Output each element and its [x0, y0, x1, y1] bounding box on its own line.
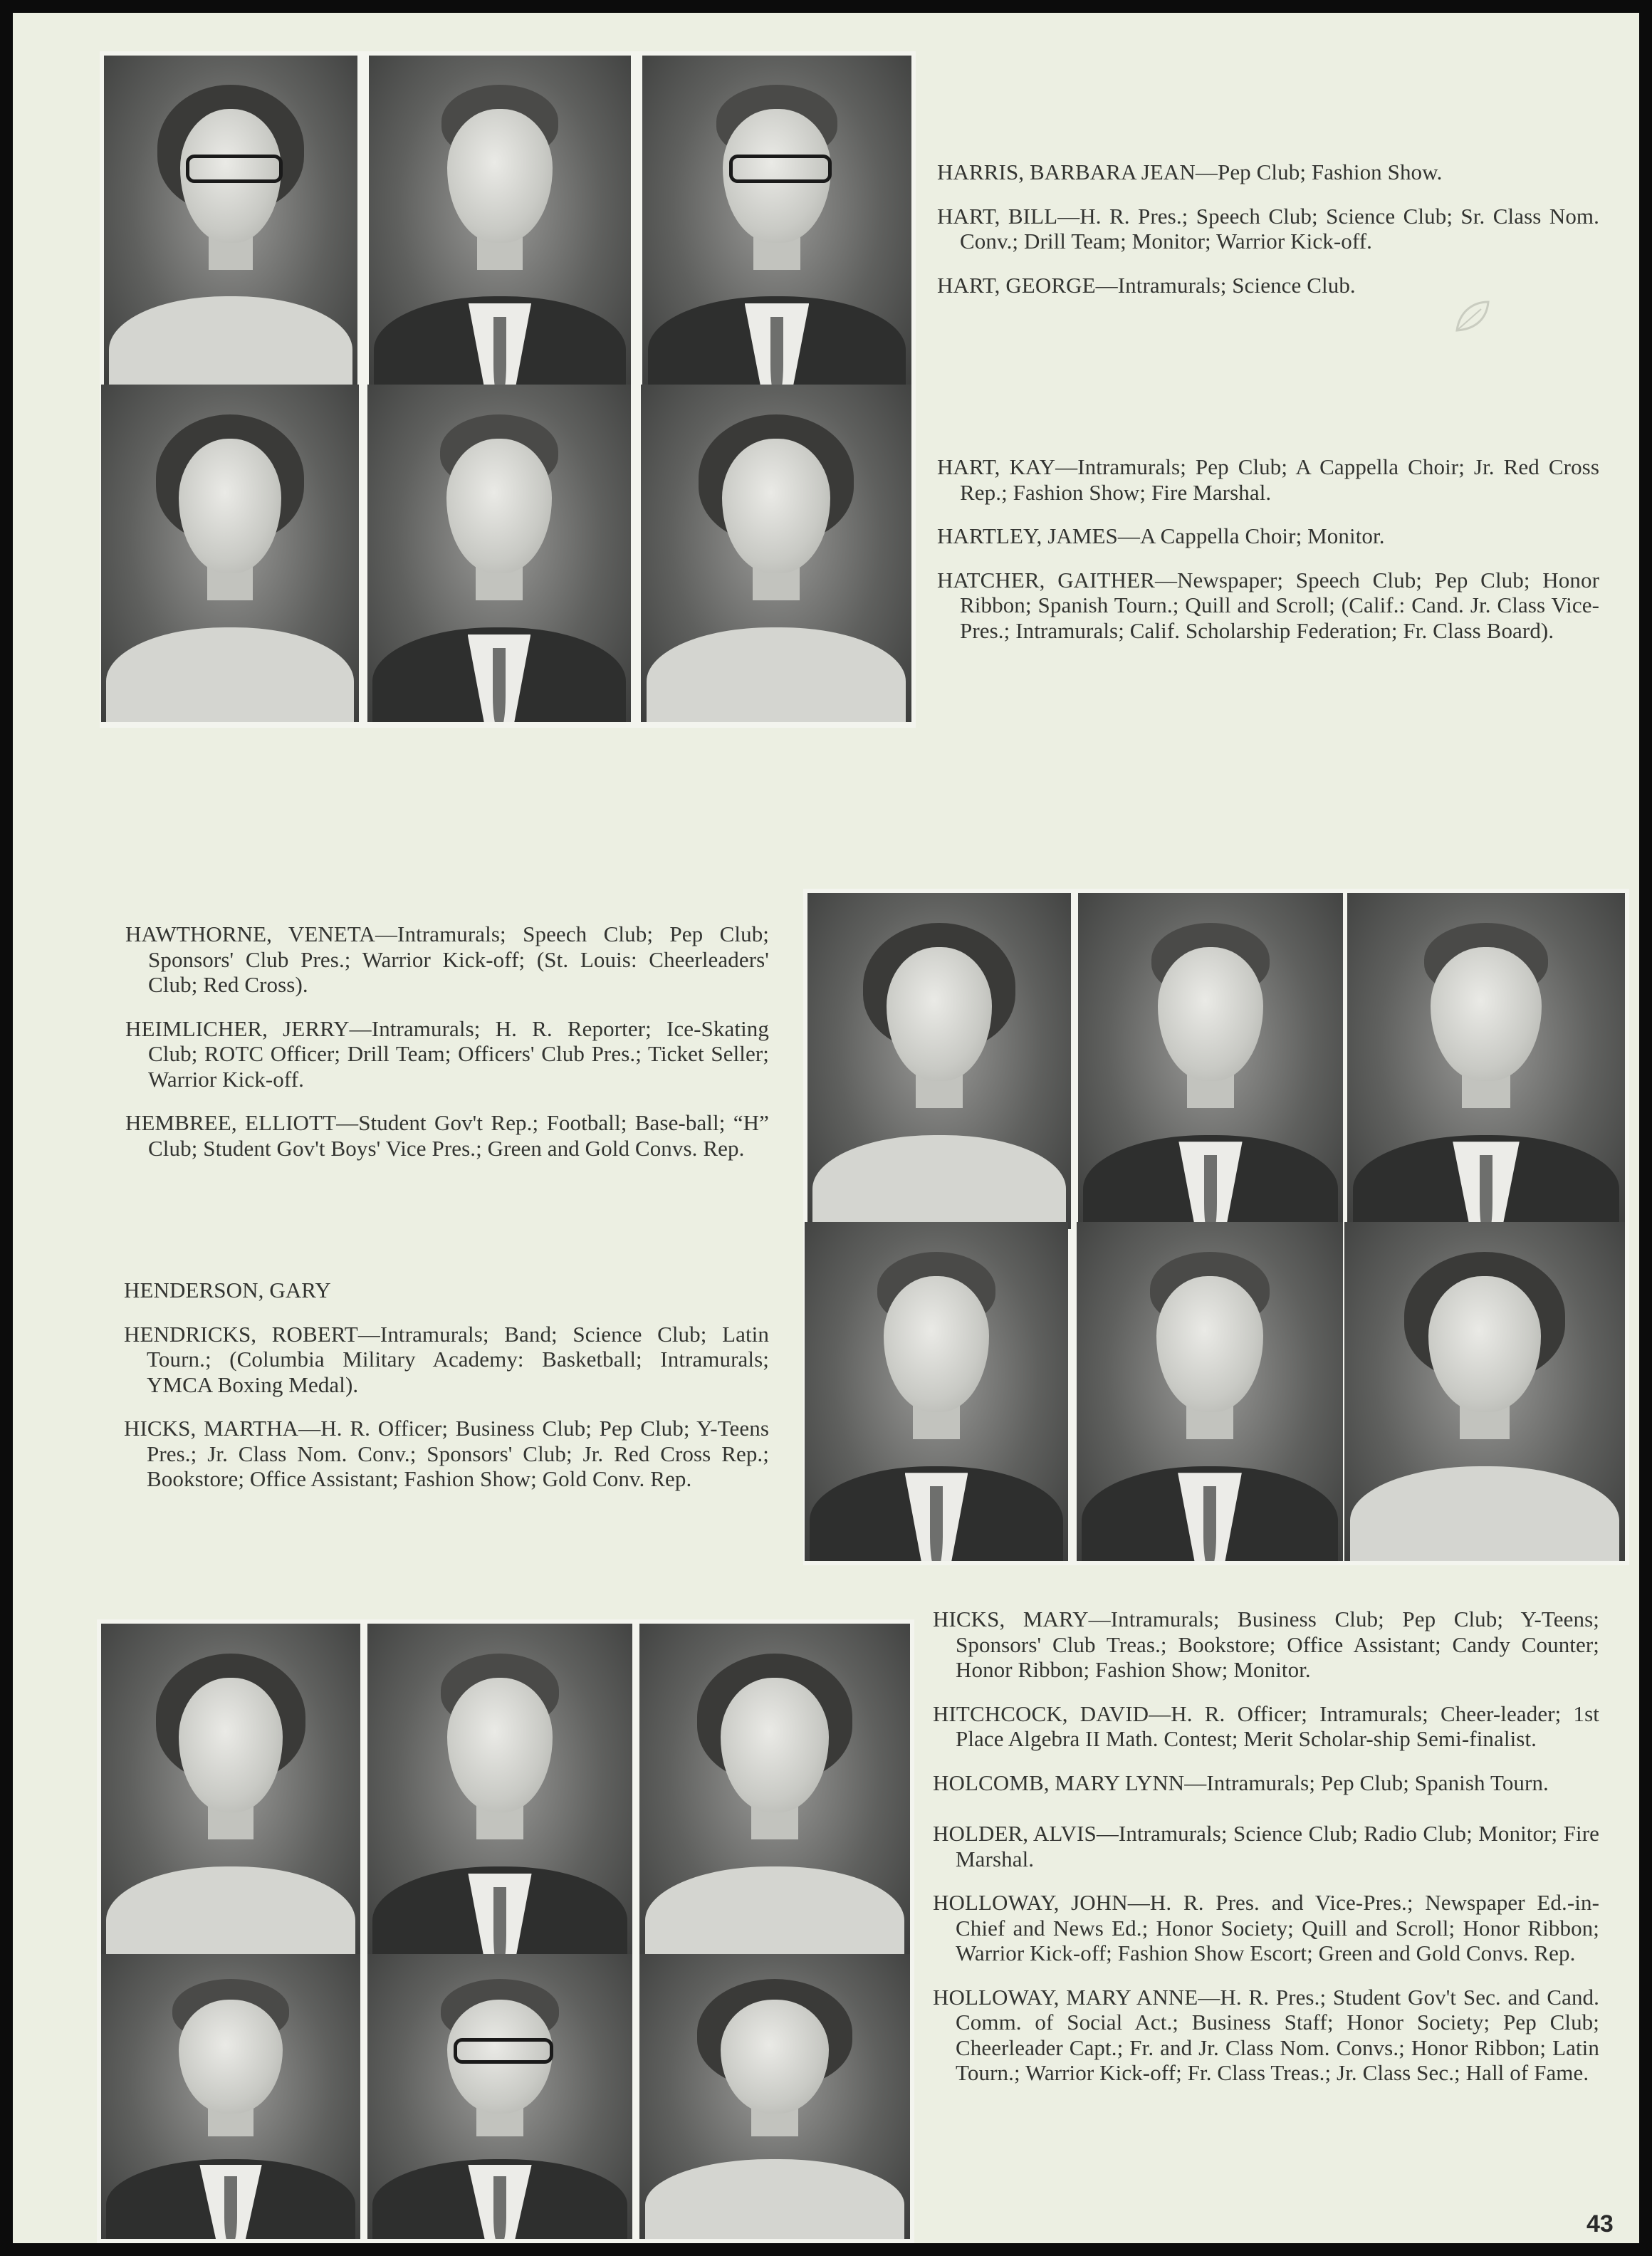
portrait-photo — [101, 1954, 360, 2239]
student-activities: Intramurals; Band; Science Club; Latin Tourn.; (Columbia Military Academy: Basketball; Intramurals; YMCA Boxing Medal). — [147, 1321, 769, 1397]
entry-hicks-martha: HICKS, MARTHA—H. R. Officer; Business Club; Pep Club; Y-Teens Pres.; Jr. Class Nom. Conv.; Sponsors' Club; Jr. Red Cross Rep.; Bookstore; Office Assistant; Fashion Show; Gold Conv. Rep. — [124, 1416, 769, 1491]
entry-hart-kay: HART, KAY—Intramurals; Pep Club; A Cappella Choir; Jr. Red Cross Rep.; Fashion Show; Fire Marshal. — [937, 454, 1599, 505]
yearbook-page — [13, 13, 1639, 2243]
student-name: HART, GEORGE — [937, 272, 1096, 298]
student-activities: H. R. Pres.; Student Gov't Sec. and Cand. Comm. of Social Act.; Business Staff; Honor Society; Pep Club; Cheerleader Capt.; Fr. and Jr. Class Nom. Convs.; Honor Ribbon; Latin Tourn.; Warrior Kick-off; Fr. Class Treas.; Jr. Class Sec.; Hall of Fame. — [956, 1984, 1600, 2085]
student-activities: H. R. Officer; Intramurals; Cheer-leader; 1st Place Algebra II Math. Contest; Merit Scholar-ship Semi-finalist. — [956, 1701, 1599, 1751]
student-activities: Intramurals; Science Club. — [1117, 272, 1356, 298]
student-activities: H. R. Pres.; Speech Club; Science Club; Sr. Class Nom. Conv.; Drill Team; Monitor; Warrior Kick-off. — [960, 203, 1599, 254]
page-number: 43 — [1586, 2210, 1614, 2237]
student-name: HITCHCOCK, DAVID — [933, 1701, 1149, 1726]
student-name: HOLDER, ALVIS — [933, 1821, 1097, 1846]
student-activities: Pep Club; Fashion Show. — [1217, 160, 1443, 184]
entries-section-1b — [937, 454, 1599, 643]
portrait-photo — [104, 56, 357, 390]
student-name: HARRIS, BARBARA JEAN — [937, 160, 1196, 184]
student-activities: Newspaper; Speech Club; Pep Club; Honor Ribbon; Spanish Tourn.; Quill and Scroll; (Calif.: Cand. Jr. Class Vice-Pres.; Intramurals; Calif. Scholarship Federation; Fr. Class Board). — [960, 567, 1599, 643]
portrait-photo — [1077, 1222, 1343, 1561]
student-name: HARTLEY, JAMES — [937, 523, 1118, 548]
portrait-photo — [1344, 1222, 1625, 1561]
entry-holloway-mary-anne: HOLLOWAY, MARY ANNE—H. R. Pres.; Student Gov't Sec. and Cand. Comm. of Social Act.; Business Staff; Honor Society; Pep Club; Cheerleader Capt.; Fr. and Jr. Class Nom. Convs.; Honor Ribbon; Latin Tourn.; Warrior Kick-off; Fr. Class Treas.; Jr. Class Sec.; Hall of Fame. — [933, 1984, 1600, 2085]
entries-section-2 — [125, 921, 769, 1161]
portrait-photo — [807, 893, 1071, 1229]
student-name: HOLLOWAY, JOHN — [933, 1890, 1128, 1915]
entry-hicks-mary: HICKS, MARY—Intramurals; Business Club; Pep Club; Y-Teens; Sponsors' Club Treas.; Bookstore; Office Assistant; Candy Counter; Honor Ribbon; Fashion Show; Monitor. — [933, 1607, 1599, 1682]
entries-section-2b — [124, 1278, 769, 1492]
entry-hart-george: HART, GEORGE—Intramurals; Science Club. — [937, 272, 1356, 298]
entry-holloway-john: HOLLOWAY, JOHN—H. R. Pres. and Vice-Pres.; Newspaper Ed.-in-Chief and News Ed.; Honor Society; Quill and Scroll; Honor Ribbon; Warrior Kick-off; Fashion Show Escort; Green and Gold Convs. Rep. — [933, 1890, 1599, 1965]
portrait-photo — [367, 385, 631, 722]
student-activities: A Cappella Choir; Monitor. — [1140, 523, 1385, 548]
student-name: HART, BILL — [937, 203, 1058, 229]
student-name: HEMBREE, ELLIOTT — [125, 1110, 337, 1135]
entry-harris-barbara-jean: HARRIS, BARBARA JEAN—Pep Club; Fashion Show. — [937, 160, 1443, 184]
portrait-photo — [1078, 893, 1343, 1229]
entry-hembree-elliott: HEMBREE, ELLIOTT—Student Gov't Rep.; Football; Base-ball; “H” Club; Student Gov't Boys' Vice Pres.; Green and Gold Convs. Rep. — [125, 1110, 770, 1161]
student-name: HAWTHORNE, VENETA — [125, 921, 375, 946]
student-name: HICKS, MARTHA — [124, 1416, 299, 1441]
student-activities: H. R. Pres. and Vice-Pres.; Newspaper Ed.-in-Chief and News Ed.; Honor Society; Quill and Scroll; Honor Ribbon; Warrior Kick-off; Fashion Show Escort; Green and Gold Convs. Rep. — [956, 1890, 1599, 1965]
entries-section-1 — [937, 160, 1599, 298]
student-name: HATCHER, GAITHER — [937, 567, 1155, 592]
student-name: HENDRICKS, ROBERT — [124, 1321, 358, 1347]
eyeglasses-icon — [454, 2038, 554, 2064]
student-activities: Intramurals; H. R. Reporter; Ice-Skating Club; ROTC Officer; Drill Team; Officers' Club Pres.; Ticket Seller; Warrior Kick-off. — [148, 1015, 769, 1092]
student-name: HART, KAY — [937, 454, 1056, 479]
entry-hartley-james: HARTLEY, JAMES—A Cappella Choir; Monitor. — [937, 523, 1385, 548]
student-activities: H. R. Officer; Business Club; Pep Club; Y-Teens Pres.; Jr. Class Nom. Conv.; Sponsors' Club; Jr. Red Cross Rep.; Bookstore; Office Assistant; Fashion Show; Gold Conv. Rep. — [147, 1416, 769, 1491]
student-activities: Intramurals; Pep Club; A Cappella Choir; Jr. Red Cross Rep.; Fashion Show; Fire Marshal. — [960, 454, 1599, 505]
portrait-photo — [101, 385, 359, 722]
entry-holder-alvis: HOLDER, ALVIS—Intramurals; Science Club; Radio Club; Monitor; Fire Marshal. — [933, 1821, 1599, 1871]
student-activities: Intramurals; Business Club; Pep Club; Y-Teens; Sponsors' Club Treas.; Bookstore; Office Assistant; Candy Counter; Honor Ribbon; Fashion Show; Monitor. — [956, 1607, 1599, 1682]
leaf-mark-icon — [1453, 296, 1492, 336]
entry-hawthorne-veneta: HAWTHORNE, VENETA—Intramurals; Speech Club; Pep Club; Sponsors' Club Pres.; Warrior Kick-off; (St. Louis: Cheerleaders' Club; Red Cross). — [125, 921, 770, 997]
portrait-photo — [1347, 893, 1625, 1229]
eyeglasses-icon — [729, 155, 831, 183]
portrait-photo — [805, 1222, 1068, 1561]
entry-hendricks-robert: HENDRICKS, ROBERT—Intramurals; Band; Science Club; Latin Tourn.; (Columbia Military Academy: Basketball; Intramurals; YMCA Boxing Medal). — [124, 1321, 769, 1397]
entry-hitchcock-david: HITCHCOCK, DAVID—H. R. Officer; Intramurals; Cheer-leader; 1st Place Algebra II Math. Contest; Merit Scholar-ship Semi-finalist. — [933, 1701, 1599, 1751]
student-name: HEIMLICHER, JERRY — [125, 1015, 350, 1041]
student-activities: Intramurals; Science Club; Radio Club; Monitor; Fire Marshal. — [956, 1821, 1599, 1871]
portrait-photo — [369, 56, 631, 390]
student-activities: Intramurals; Speech Club; Pep Club; Sponsors' Club Pres.; Warrior Kick-off; (St. Louis: Cheerleaders' Club; Red Cross). — [148, 921, 770, 997]
student-name: HENDERSON, GARY — [124, 1278, 331, 1302]
student-activities: Student Gov't Rep.; Football; Base-ball; “H” Club; Student Gov't Boys' Vice Pres.; Green and Gold Convs. Rep. — [148, 1110, 770, 1161]
portrait-photo — [367, 1954, 632, 2239]
entry-hatcher-gaither: HATCHER, GAITHER—Newspaper; Speech Club; Pep Club; Honor Ribbon; Spanish Tourn.; Quill and Scroll; (Calif.: Cand. Jr. Class Vice-Pres.; Intramurals; Calif. Scholarship Federation; Fr. Class Board). — [937, 567, 1599, 643]
student-activities: Intramurals; Pep Club; Spanish Tourn. — [1206, 1770, 1549, 1795]
student-name: HICKS, MARY — [933, 1607, 1089, 1631]
entry-hart-bill: HART, BILL—H. R. Pres.; Speech Club; Science Club; Sr. Class Nom. Conv.; Drill Team; Monitor; Warrior Kick-off. — [937, 203, 1599, 254]
portrait-photo — [641, 385, 911, 722]
entry-heimlicher-jerry: HEIMLICHER, JERRY—Intramurals; H. R. Reporter; Ice-Skating Club; ROTC Officer; Drill Team; Officers' Club Pres.; Ticket Seller; Warrior Kick-off. — [125, 1015, 769, 1092]
entry-henderson-gary — [124, 1278, 769, 1303]
portrait-photo — [101, 1624, 360, 1961]
portrait-photo — [639, 1624, 910, 1961]
eyeglasses-icon — [186, 155, 282, 183]
portrait-photo — [639, 1954, 910, 2239]
entry-holcomb-mary-lynn: HOLCOMB, MARY LYNN—Intramurals; Pep Club; Spanish Tourn. — [933, 1770, 1549, 1795]
portrait-photo — [642, 56, 911, 390]
student-name: HOLCOMB, MARY LYNN — [933, 1770, 1185, 1795]
student-name: HOLLOWAY, MARY ANNE — [933, 1984, 1198, 2010]
entries-section-3 — [933, 1607, 1599, 2086]
portrait-photo — [367, 1624, 632, 1961]
